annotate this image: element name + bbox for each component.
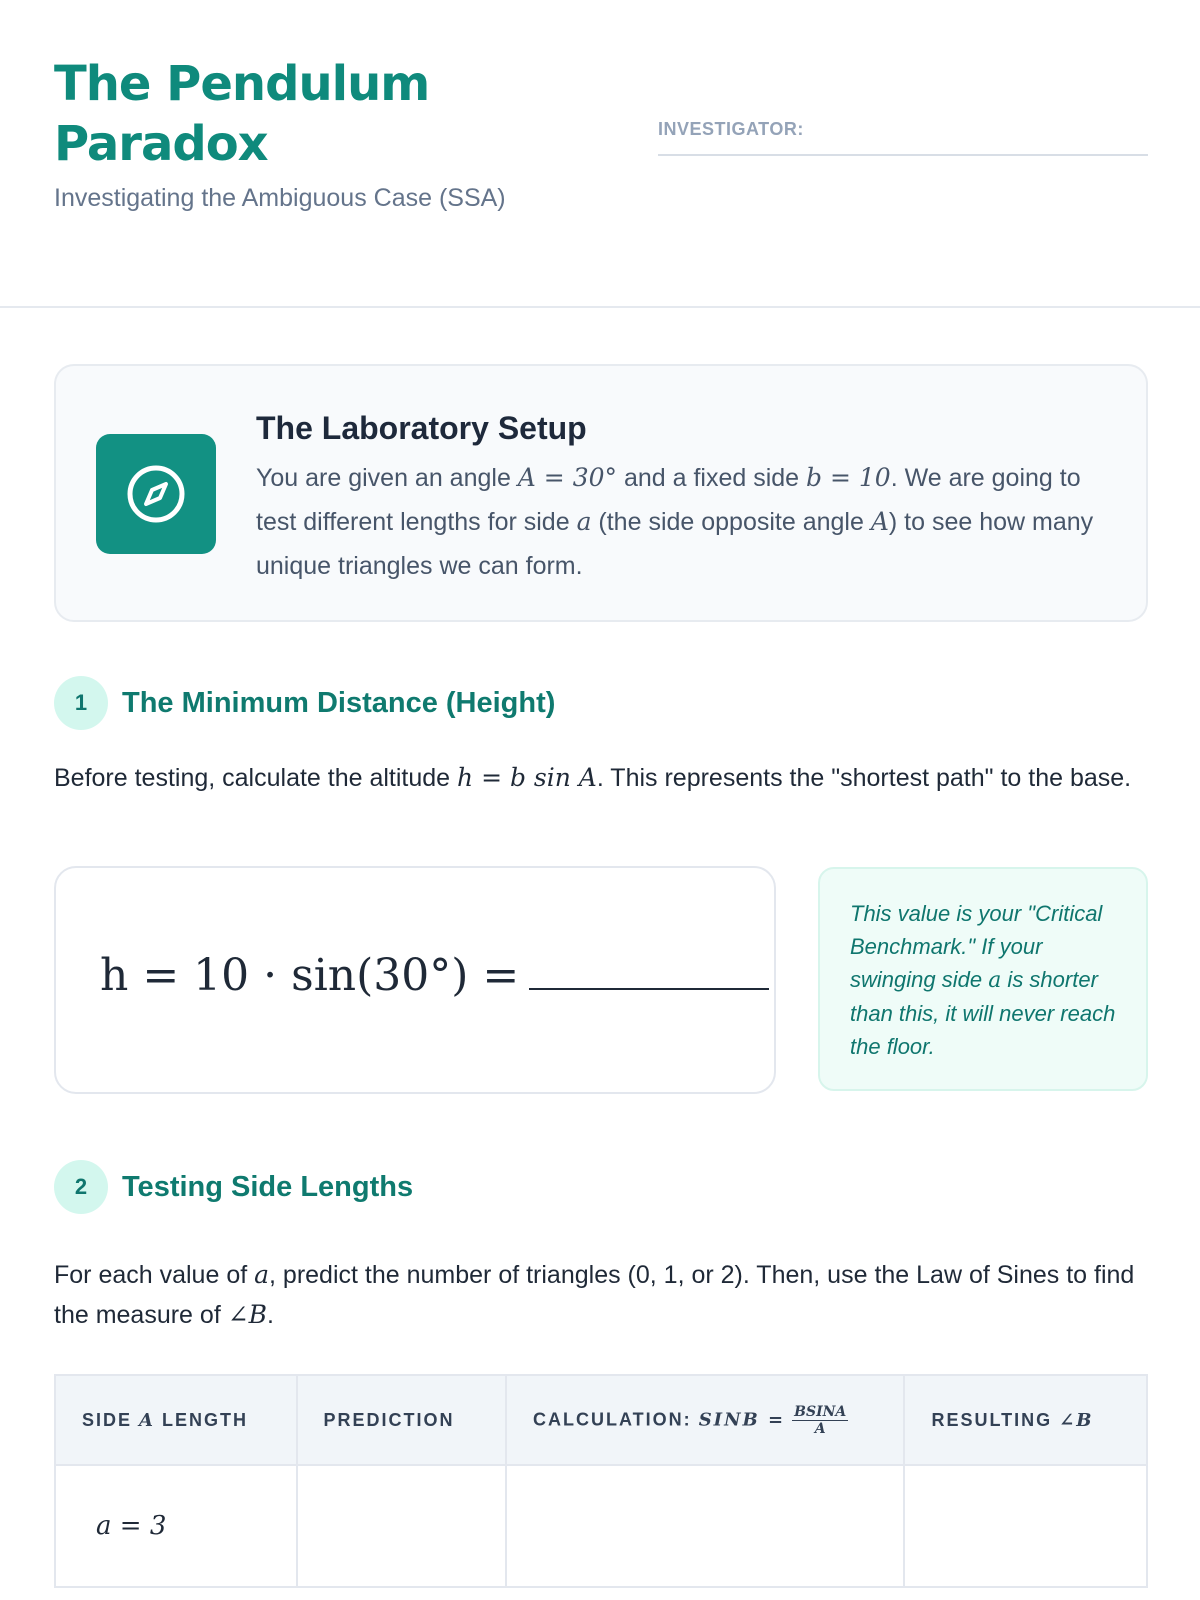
header-divider xyxy=(0,306,1200,308)
calculation-cell[interactable] xyxy=(506,1465,904,1587)
setup-title: The Laboratory Setup xyxy=(256,410,587,446)
answer-blank[interactable] xyxy=(529,952,769,990)
benchmark-note: This value is your "Critical Benchmark." If your swinging side a is shorter than this, it will never reach the floor. xyxy=(818,867,1148,1091)
table-row xyxy=(55,1465,1147,1587)
height-formula: h = 10 · sin(30°) = xyxy=(100,950,769,1001)
height-formula-box xyxy=(54,866,776,1094)
section-number-badge: 2 xyxy=(54,1160,108,1214)
column-header-calculation: CALCULATION: SINB = $\frac{\text{BSINA}}{A}$ xyxy=(506,1375,904,1465)
page-header xyxy=(54,54,1148,224)
investigator-field[interactable] xyxy=(658,119,1148,156)
side-length-cell: a = 3 xyxy=(55,1465,297,1587)
investigator-label: INVESTIGATOR: xyxy=(658,119,804,139)
section-2-instructions: For each value of a, predict the number of triangles (0, 1, or 2). Then, use the Law of Sines to find the measure of ∠B. xyxy=(54,1260,1135,1329)
column-header-prediction: PREDICTION xyxy=(297,1375,507,1465)
setup-card xyxy=(54,364,1148,622)
setup-description: You are given an angle A = 30° and a fixed side b = 10. We are going to test different lengths for side a (the side opposite angle A) to see how many unique triangles we can form. xyxy=(256,463,1094,580)
section-title: Testing Side Lengths xyxy=(122,1170,414,1203)
section-title: The Minimum Distance (Height) xyxy=(122,686,556,719)
calculation-fraction: $\frac{\text{BSINA}}{A}$ xyxy=(794,1403,847,1437)
section-2-heading xyxy=(54,1160,413,1214)
section-number-badge: 1 xyxy=(54,676,108,730)
page-title: The Pendulum Paradox xyxy=(54,56,430,172)
column-header-resulting-angle: RESULTING ∠B xyxy=(904,1375,1147,1465)
section-1-instructions: Before testing, calculate the altitude h = b sin A. This represents the "shortest path" to the base. xyxy=(54,763,1132,792)
section-1-heading xyxy=(54,676,555,730)
prediction-cell[interactable] xyxy=(297,1465,507,1587)
table-header-row xyxy=(55,1375,1147,1465)
resulting-angle-cell[interactable] xyxy=(904,1465,1147,1587)
compass-icon xyxy=(96,434,216,554)
page-subtitle: Investigating the Ambiguous Case (SSA) xyxy=(54,184,506,212)
column-header-side-length: SIDE A LENGTH xyxy=(55,1375,297,1465)
testing-table xyxy=(54,1374,1148,1588)
